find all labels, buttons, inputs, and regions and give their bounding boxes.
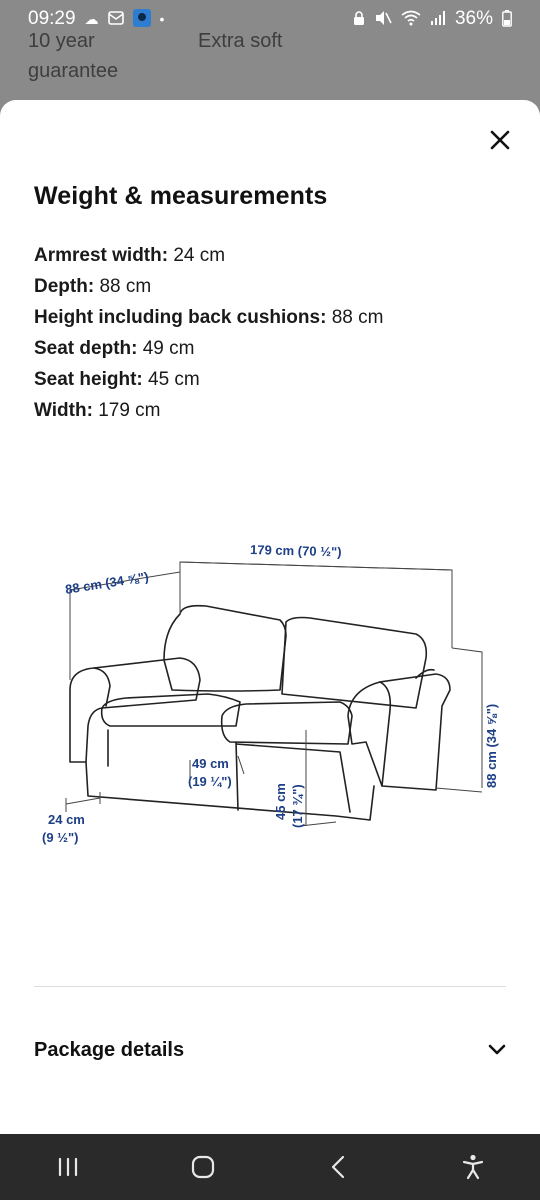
status-left — [28, 8, 164, 30]
spec-list — [34, 240, 383, 426]
package-details-accordion[interactable] — [34, 1030, 506, 1070]
app-badge-icon — [133, 9, 151, 29]
close-button[interactable] — [484, 124, 516, 156]
diagram-seat-height-in-label: (17 ¾") — [290, 784, 305, 828]
spec-item-height: Height including back cushions: 88 cm — [34, 307, 384, 328]
navigation-bar — [0, 1134, 540, 1200]
sofa-dimension-diagram — [30, 530, 510, 850]
lock-icon — [353, 11, 365, 28]
spec-item-seat-height: Seat height: 45 cm — [34, 369, 200, 390]
mute-icon — [374, 10, 392, 28]
cloud-icon: ☁ — [84, 11, 99, 27]
feature-guarantee: 10 year guarantee — [28, 30, 119, 82]
signal-icon — [430, 10, 446, 28]
back-button[interactable] — [308, 1142, 368, 1192]
package-details-label: Package details — [34, 1038, 185, 1061]
spec-item-seat-depth: Seat depth: 49 cm — [34, 338, 195, 359]
diagram-seat-depth-cm-label: 49 cm — [192, 756, 229, 771]
recents-button[interactable] — [38, 1142, 98, 1192]
spec-item-armrest-width: Armrest width: 24 cm — [34, 245, 226, 266]
status-bar — [0, 0, 540, 38]
clock: 09:29 — [28, 8, 76, 29]
home-icon — [191, 1155, 215, 1179]
diagram-armrest-cm-label: 24 cm — [48, 812, 85, 827]
status-right — [353, 8, 512, 30]
chevron-down-icon — [488, 1044, 506, 1056]
diagram-armrest-in-label: (9 ½") — [42, 830, 79, 845]
diagram-depth-label: 88 cm (34 ⅝") — [64, 568, 150, 597]
outlook-icon — [108, 11, 124, 27]
measurements-sheet — [0, 100, 540, 1134]
battery-percent: 36% — [454, 8, 493, 29]
back-icon — [330, 1155, 346, 1179]
spec-item-depth: Depth: 88 cm — [34, 276, 152, 297]
home-button[interactable] — [173, 1142, 233, 1192]
feature-extra-soft: Extra soft — [198, 30, 283, 52]
dot-icon: • — [159, 11, 165, 27]
diagram-seat-depth-in-label: (19 ¼") — [188, 774, 232, 789]
accessibility-button[interactable] — [443, 1142, 503, 1192]
close-icon — [490, 130, 510, 150]
wifi-icon — [401, 10, 421, 28]
divider — [34, 986, 506, 987]
accessibility-icon — [462, 1154, 484, 1180]
battery-icon — [502, 10, 512, 29]
recents-icon — [57, 1157, 79, 1177]
diagram-seat-height-label: 45 cm — [273, 783, 288, 820]
diagram-height-label: 88 cm (34 ⅝") — [484, 703, 499, 788]
diagram-width-label: 179 cm (70 ½") — [249, 542, 342, 560]
spec-item-width: Width: 179 cm — [34, 400, 161, 421]
sheet-title: Weight & measurements — [34, 182, 328, 210]
